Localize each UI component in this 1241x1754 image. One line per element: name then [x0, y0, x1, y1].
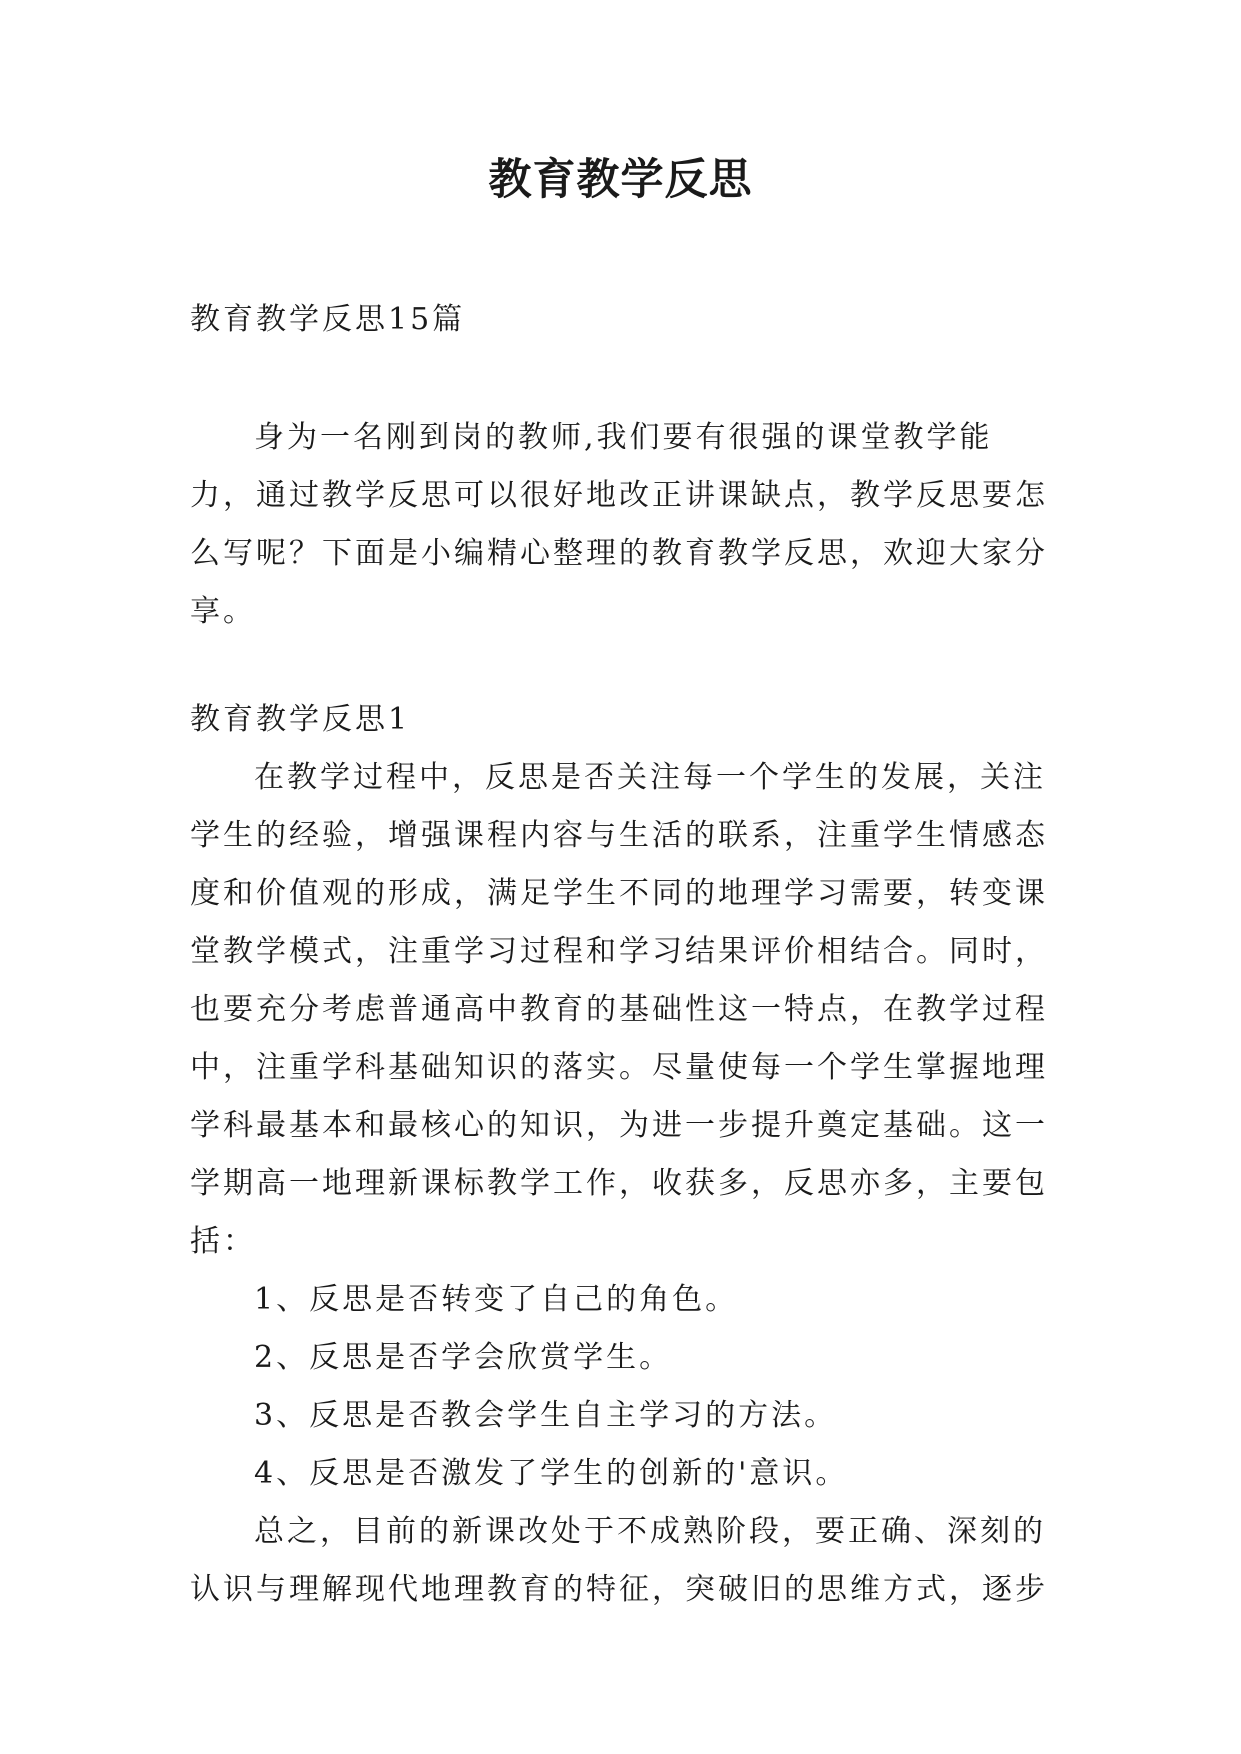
list-item: 2、反思是否学会欣赏学生。 — [254, 1340, 673, 1375]
section-heading: 教育教学反思1 — [190, 702, 411, 737]
closing-paragraph: 总之，目前的新课改处于不成熟阶段，要正确、深刻的认识与理解现代地理教育的特征，突破旧的思维方式，逐步 — [190, 1514, 1048, 1607]
section-paragraph: 在教学过程中，反思是否关注每一个学生的发展，关注学生的经验，增强课程内容与生活的联系，注重学生情感态度和价值观的形成，满足学生不同的地理学习需要，转变课堂教学模式，注重学习过程和学习结果评价相结合。同时，也要充分考虑普通高中教育的基础性这一特点，在教学过程中，注重学科基础知识的落实。尽量使每一个学生掌握地理学科最基本和最核心的知识，为进一步提升奠定基础。这一学期高一地理新课标教学工作，收获多，反思亦多，主要包括： — [190, 760, 1048, 1259]
document-subtitle: 教育教学反思15篇 — [190, 302, 466, 337]
list-item: 3、反思是否教会学生自主学习的方法。 — [254, 1398, 838, 1433]
list-item: 1、反思是否转变了自己的角色。 — [254, 1282, 739, 1317]
document-body — [190, 291, 1055, 1619]
document-title: 教育教学反思 — [488, 155, 753, 205]
intro-paragraph: 身为一名刚到岗的教师,我们要有很强的课堂教学能力，通过教学反思可以很好地改正讲课缺点，教学反思要怎么写呢？下面是小编精心整理的教育教学反思，欢迎大家分享。 — [190, 420, 1048, 629]
list-item: 4、反思是否激发了学生的创新的'意识。 — [254, 1456, 849, 1491]
